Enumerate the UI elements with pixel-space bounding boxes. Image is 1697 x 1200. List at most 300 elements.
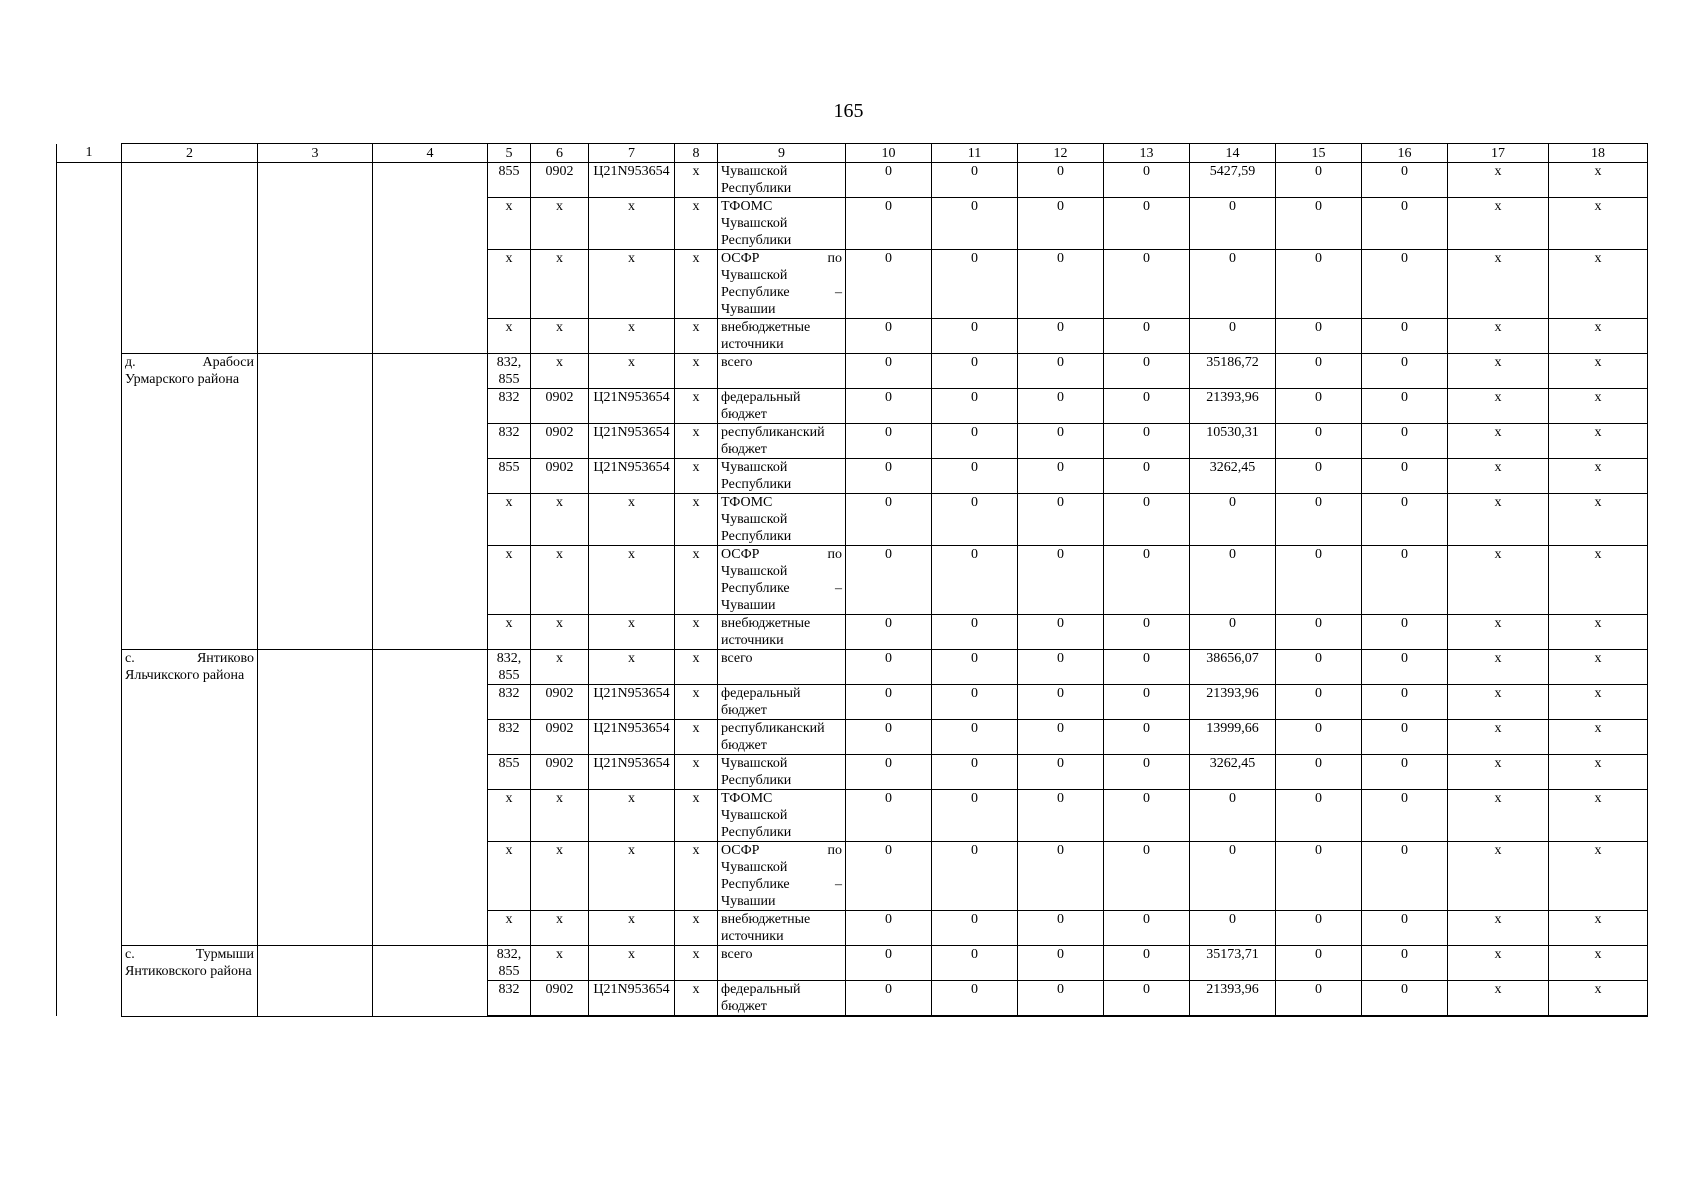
cell-c17: х bbox=[1448, 946, 1549, 981]
cell-c18: х bbox=[1549, 842, 1648, 911]
cell-c14: 0 bbox=[1190, 494, 1276, 546]
cell-c15: 0 bbox=[1276, 354, 1362, 389]
cell-c13: 0 bbox=[1104, 424, 1190, 459]
locality-name: с. Янтиково Яльчикского района bbox=[122, 650, 258, 946]
cell-c10: 0 bbox=[846, 685, 932, 720]
cell-c14: 13999,66 bbox=[1190, 720, 1276, 755]
cell-c9: федеральный бюджет bbox=[718, 685, 846, 720]
cell-c6: 0902 bbox=[531, 755, 589, 790]
cell-c6: 0902 bbox=[531, 389, 589, 424]
table-row bbox=[57, 946, 1648, 981]
cell-c7: х bbox=[589, 250, 675, 319]
cell-c8: х bbox=[675, 755, 718, 790]
cell-c6: 0902 bbox=[531, 981, 589, 1017]
cell-c15: 0 bbox=[1276, 946, 1362, 981]
cell-c13: 0 bbox=[1104, 685, 1190, 720]
cell-c9: всего bbox=[718, 354, 846, 389]
cell-c7: Ц21N953654 bbox=[589, 981, 675, 1017]
cell-col3 bbox=[258, 946, 373, 1017]
cell-c17: х bbox=[1448, 615, 1549, 650]
header-cell-18: 18 bbox=[1549, 144, 1648, 163]
cell-c16: 0 bbox=[1362, 163, 1448, 198]
cell-c7: Ц21N953654 bbox=[589, 389, 675, 424]
cell-c14: 5427,59 bbox=[1190, 163, 1276, 198]
cell-c15: 0 bbox=[1276, 755, 1362, 790]
cell-c13: 0 bbox=[1104, 250, 1190, 319]
cell-c18: х bbox=[1549, 911, 1648, 946]
cell-c16: 0 bbox=[1362, 981, 1448, 1017]
cell-c17: х bbox=[1448, 650, 1549, 685]
cell-c18: х bbox=[1549, 389, 1648, 424]
cell-col4 bbox=[373, 946, 488, 1017]
cell-c11: 0 bbox=[932, 842, 1018, 911]
cell-c15: 0 bbox=[1276, 163, 1362, 198]
cell-c17: х bbox=[1448, 389, 1549, 424]
header-cell-6: 6 bbox=[531, 144, 589, 163]
cell-c11: 0 bbox=[932, 424, 1018, 459]
budget-table bbox=[56, 143, 1648, 1017]
cell-c7: х bbox=[589, 790, 675, 842]
cell-c11: 0 bbox=[932, 720, 1018, 755]
cell-c11: 0 bbox=[932, 755, 1018, 790]
cell-c17: х bbox=[1448, 911, 1549, 946]
cell-c14: 0 bbox=[1190, 615, 1276, 650]
cell-c14: 0 bbox=[1190, 842, 1276, 911]
cell-c5: 832, 855 bbox=[488, 650, 531, 685]
cell-c15: 0 bbox=[1276, 842, 1362, 911]
table-row bbox=[57, 163, 1648, 198]
cell-c8: х bbox=[675, 389, 718, 424]
cell-c13: 0 bbox=[1104, 790, 1190, 842]
cell-c12: 0 bbox=[1018, 319, 1104, 354]
cell-c13: 0 bbox=[1104, 319, 1190, 354]
cell-c15: 0 bbox=[1276, 790, 1362, 842]
cell-c7: х bbox=[589, 319, 675, 354]
cell-c15: 0 bbox=[1276, 685, 1362, 720]
cell-c8: х bbox=[675, 250, 718, 319]
cell-c18: х bbox=[1549, 755, 1648, 790]
cell-c13: 0 bbox=[1104, 981, 1190, 1017]
cell-c11: 0 bbox=[932, 790, 1018, 842]
cell-c5: х bbox=[488, 546, 531, 615]
cell-c9: ТФОМС Чувашской Республики bbox=[718, 198, 846, 250]
header-cell-11: 11 bbox=[932, 144, 1018, 163]
cell-c13: 0 bbox=[1104, 198, 1190, 250]
cell-c5: х bbox=[488, 911, 531, 946]
cell-col1 bbox=[57, 650, 122, 946]
cell-c9: всего bbox=[718, 650, 846, 685]
header-cell-5: 5 bbox=[488, 144, 531, 163]
cell-c16: 0 bbox=[1362, 250, 1448, 319]
cell-c8: х bbox=[675, 685, 718, 720]
cell-c16: 0 bbox=[1362, 319, 1448, 354]
cell-c15: 0 bbox=[1276, 389, 1362, 424]
cell-c5: 832 bbox=[488, 685, 531, 720]
cell-c5: 855 bbox=[488, 163, 531, 198]
cell-c5: 832, 855 bbox=[488, 354, 531, 389]
cell-c15: 0 bbox=[1276, 720, 1362, 755]
cell-c14: 0 bbox=[1190, 911, 1276, 946]
cell-c7: х bbox=[589, 354, 675, 389]
cell-c13: 0 bbox=[1104, 163, 1190, 198]
cell-c14: 0 bbox=[1190, 319, 1276, 354]
cell-c5: х bbox=[488, 842, 531, 911]
cell-c9: ОСФР по Чувашской Республике – Чувашии bbox=[718, 250, 846, 319]
cell-c18: х bbox=[1549, 546, 1648, 615]
cell-c13: 0 bbox=[1104, 911, 1190, 946]
cell-c5: 832 bbox=[488, 720, 531, 755]
cell-c12: 0 bbox=[1018, 790, 1104, 842]
cell-c8: х bbox=[675, 720, 718, 755]
cell-c18: х bbox=[1549, 790, 1648, 842]
locality-name: д. Арабоси Урмарского района bbox=[122, 354, 258, 650]
cell-c6: 0902 bbox=[531, 163, 589, 198]
cell-c18: х bbox=[1549, 198, 1648, 250]
cell-c11: 0 bbox=[932, 250, 1018, 319]
cell-col1 bbox=[57, 163, 122, 354]
cell-c10: 0 bbox=[846, 494, 932, 546]
cell-c14: 35186,72 bbox=[1190, 354, 1276, 389]
cell-col3 bbox=[258, 163, 373, 354]
cell-c9: Чувашской Республики bbox=[718, 755, 846, 790]
cell-c17: х bbox=[1448, 685, 1549, 720]
cell-c9: внебюджетные источники bbox=[718, 615, 846, 650]
cell-c6: х bbox=[531, 946, 589, 981]
cell-c11: 0 bbox=[932, 911, 1018, 946]
cell-c10: 0 bbox=[846, 650, 932, 685]
cell-c16: 0 bbox=[1362, 755, 1448, 790]
cell-c14: 0 bbox=[1190, 250, 1276, 319]
cell-c18: х bbox=[1549, 615, 1648, 650]
cell-c10: 0 bbox=[846, 198, 932, 250]
cell-c8: х bbox=[675, 650, 718, 685]
cell-c8: х bbox=[675, 198, 718, 250]
header-cell-8: 8 bbox=[675, 144, 718, 163]
cell-c17: х bbox=[1448, 319, 1549, 354]
cell-c12: 0 bbox=[1018, 911, 1104, 946]
cell-c11: 0 bbox=[932, 319, 1018, 354]
cell-c18: х bbox=[1549, 720, 1648, 755]
cell-c7: х bbox=[589, 546, 675, 615]
cell-c16: 0 bbox=[1362, 842, 1448, 911]
cell-c15: 0 bbox=[1276, 198, 1362, 250]
cell-c17: х bbox=[1448, 354, 1549, 389]
cell-c15: 0 bbox=[1276, 546, 1362, 615]
cell-c5: х bbox=[488, 790, 531, 842]
header-cell-10: 10 bbox=[846, 144, 932, 163]
cell-col4 bbox=[373, 354, 488, 650]
cell-c8: х bbox=[675, 842, 718, 911]
cell-c18: х bbox=[1549, 459, 1648, 494]
cell-c12: 0 bbox=[1018, 459, 1104, 494]
cell-c14: 21393,96 bbox=[1190, 685, 1276, 720]
cell-c10: 0 bbox=[846, 981, 932, 1017]
cell-c17: х bbox=[1448, 459, 1549, 494]
cell-c8: х bbox=[675, 981, 718, 1017]
cell-c13: 0 bbox=[1104, 946, 1190, 981]
cell-c18: х bbox=[1549, 354, 1648, 389]
cell-c13: 0 bbox=[1104, 755, 1190, 790]
cell-c10: 0 bbox=[846, 842, 932, 911]
cell-c12: 0 bbox=[1018, 250, 1104, 319]
header-cell-1: 1 bbox=[57, 144, 122, 163]
header-cell-4: 4 bbox=[373, 144, 488, 163]
cell-c17: х bbox=[1448, 250, 1549, 319]
cell-c10: 0 bbox=[846, 389, 932, 424]
cell-c11: 0 bbox=[932, 354, 1018, 389]
cell-c18: х bbox=[1549, 163, 1648, 198]
cell-c13: 0 bbox=[1104, 354, 1190, 389]
cell-c14: 0 bbox=[1190, 546, 1276, 615]
cell-c16: 0 bbox=[1362, 389, 1448, 424]
cell-c10: 0 bbox=[846, 615, 932, 650]
cell-c15: 0 bbox=[1276, 911, 1362, 946]
header-cell-15: 15 bbox=[1276, 144, 1362, 163]
cell-c9: внебюджетные источники bbox=[718, 319, 846, 354]
cell-c15: 0 bbox=[1276, 981, 1362, 1017]
cell-c13: 0 bbox=[1104, 459, 1190, 494]
cell-c13: 0 bbox=[1104, 615, 1190, 650]
cell-c12: 0 bbox=[1018, 546, 1104, 615]
header-cell-3: 3 bbox=[258, 144, 373, 163]
cell-c5: х bbox=[488, 250, 531, 319]
cell-c9: федеральный бюджет bbox=[718, 981, 846, 1017]
cell-c13: 0 bbox=[1104, 389, 1190, 424]
cell-c14: 21393,96 bbox=[1190, 389, 1276, 424]
cell-c6: х bbox=[531, 911, 589, 946]
cell-c9: внебюджетные источники bbox=[718, 911, 846, 946]
cell-c6: х bbox=[531, 790, 589, 842]
cell-c8: х bbox=[675, 494, 718, 546]
cell-c16: 0 bbox=[1362, 494, 1448, 546]
cell-c6: х bbox=[531, 250, 589, 319]
cell-col4 bbox=[373, 650, 488, 946]
cell-c10: 0 bbox=[846, 250, 932, 319]
cell-c12: 0 bbox=[1018, 650, 1104, 685]
cell-c5: 832 bbox=[488, 389, 531, 424]
cell-c11: 0 bbox=[932, 459, 1018, 494]
header-cell-16: 16 bbox=[1362, 144, 1448, 163]
cell-c18: х bbox=[1549, 250, 1648, 319]
cell-c12: 0 bbox=[1018, 424, 1104, 459]
cell-c12: 0 bbox=[1018, 615, 1104, 650]
cell-c5: х bbox=[488, 198, 531, 250]
cell-c16: 0 bbox=[1362, 424, 1448, 459]
cell-c6: х bbox=[531, 494, 589, 546]
header-cell-9: 9 bbox=[718, 144, 846, 163]
cell-c15: 0 bbox=[1276, 424, 1362, 459]
cell-c16: 0 bbox=[1362, 615, 1448, 650]
cell-c7: х bbox=[589, 842, 675, 911]
cell-c7: Ц21N953654 bbox=[589, 755, 675, 790]
cell-c18: х bbox=[1549, 494, 1648, 546]
cell-c9: ОСФР по Чувашской Республике – Чувашии bbox=[718, 546, 846, 615]
cell-c6: 0902 bbox=[531, 720, 589, 755]
cell-c5: 832, 855 bbox=[488, 946, 531, 981]
cell-c17: х bbox=[1448, 755, 1549, 790]
cell-c6: 0902 bbox=[531, 424, 589, 459]
page-number: 165 bbox=[833, 100, 864, 122]
cell-c8: х bbox=[675, 911, 718, 946]
cell-c6: х bbox=[531, 354, 589, 389]
cell-c8: х bbox=[675, 790, 718, 842]
locality-name: с. Турмыши Янтиковского района bbox=[122, 946, 258, 1017]
cell-c14: 21393,96 bbox=[1190, 981, 1276, 1017]
cell-c12: 0 bbox=[1018, 198, 1104, 250]
cell-c9: республиканский бюджет bbox=[718, 424, 846, 459]
cell-c13: 0 bbox=[1104, 720, 1190, 755]
cell-c7: х bbox=[589, 650, 675, 685]
cell-c5: 832 bbox=[488, 424, 531, 459]
header-cell-12: 12 bbox=[1018, 144, 1104, 163]
table-row bbox=[57, 354, 1648, 389]
cell-c12: 0 bbox=[1018, 981, 1104, 1017]
cell-c12: 0 bbox=[1018, 842, 1104, 911]
cell-c17: х bbox=[1448, 163, 1549, 198]
cell-c11: 0 bbox=[932, 546, 1018, 615]
cell-c6: х bbox=[531, 615, 589, 650]
cell-c14: 3262,45 bbox=[1190, 755, 1276, 790]
cell-c9: Чувашской Республики bbox=[718, 459, 846, 494]
cell-c15: 0 bbox=[1276, 650, 1362, 685]
cell-c6: х bbox=[531, 650, 589, 685]
cell-c7: Ц21N953654 bbox=[589, 424, 675, 459]
cell-c12: 0 bbox=[1018, 720, 1104, 755]
cell-c9: ОСФР по Чувашской Республике – Чувашии bbox=[718, 842, 846, 911]
cell-c8: х bbox=[675, 163, 718, 198]
cell-c16: 0 bbox=[1362, 459, 1448, 494]
cell-c15: 0 bbox=[1276, 250, 1362, 319]
cell-c8: х bbox=[675, 319, 718, 354]
cell-c9: всего bbox=[718, 946, 846, 981]
cell-c6: х bbox=[531, 546, 589, 615]
cell-col3 bbox=[258, 354, 373, 650]
header-row bbox=[57, 144, 1648, 163]
cell-c14: 10530,31 bbox=[1190, 424, 1276, 459]
cell-c8: х bbox=[675, 424, 718, 459]
cell-c9: ТФОМС Чувашской Республики bbox=[718, 790, 846, 842]
cell-c9: ТФОМС Чувашской Республики bbox=[718, 494, 846, 546]
cell-c6: х bbox=[531, 842, 589, 911]
cell-c11: 0 bbox=[932, 650, 1018, 685]
cell-c5: х bbox=[488, 494, 531, 546]
cell-c17: х bbox=[1448, 494, 1549, 546]
cell-c12: 0 bbox=[1018, 389, 1104, 424]
cell-c10: 0 bbox=[846, 319, 932, 354]
cell-c10: 0 bbox=[846, 163, 932, 198]
header-cell-2: 2 bbox=[122, 144, 258, 163]
cell-c10: 0 bbox=[846, 911, 932, 946]
cell-c17: х bbox=[1448, 424, 1549, 459]
cell-c16: 0 bbox=[1362, 354, 1448, 389]
cell-c11: 0 bbox=[932, 981, 1018, 1017]
cell-c14: 38656,07 bbox=[1190, 650, 1276, 685]
cell-c10: 0 bbox=[846, 424, 932, 459]
cell-c7: х bbox=[589, 494, 675, 546]
cell-c15: 0 bbox=[1276, 494, 1362, 546]
cell-c10: 0 bbox=[846, 755, 932, 790]
cell-c11: 0 bbox=[932, 389, 1018, 424]
cell-c17: х bbox=[1448, 198, 1549, 250]
table-row bbox=[57, 650, 1648, 685]
locality-name bbox=[122, 163, 258, 354]
cell-c9: Чувашской Республики bbox=[718, 163, 846, 198]
cell-c11: 0 bbox=[932, 163, 1018, 198]
cell-c16: 0 bbox=[1362, 198, 1448, 250]
cell-c12: 0 bbox=[1018, 354, 1104, 389]
cell-c5: х bbox=[488, 615, 531, 650]
cell-c10: 0 bbox=[846, 459, 932, 494]
cell-c7: Ц21N953654 bbox=[589, 459, 675, 494]
cell-c18: х bbox=[1549, 981, 1648, 1017]
cell-c5: х bbox=[488, 319, 531, 354]
cell-c17: х bbox=[1448, 842, 1549, 911]
cell-c14: 0 bbox=[1190, 790, 1276, 842]
cell-c11: 0 bbox=[932, 494, 1018, 546]
cell-c9: федеральный бюджет bbox=[718, 389, 846, 424]
cell-c13: 0 bbox=[1104, 546, 1190, 615]
cell-col1 bbox=[57, 354, 122, 650]
header-cell-14: 14 bbox=[1190, 144, 1276, 163]
cell-c17: х bbox=[1448, 790, 1549, 842]
cell-c5: 832 bbox=[488, 981, 531, 1017]
cell-c12: 0 bbox=[1018, 946, 1104, 981]
cell-c18: х bbox=[1549, 650, 1648, 685]
cell-c8: х bbox=[675, 615, 718, 650]
header-cell-17: 17 bbox=[1448, 144, 1549, 163]
cell-c7: х bbox=[589, 946, 675, 981]
cell-c7: Ц21N953654 bbox=[589, 720, 675, 755]
cell-c12: 0 bbox=[1018, 494, 1104, 546]
cell-c9: республиканский бюджет bbox=[718, 720, 846, 755]
cell-col3 bbox=[258, 650, 373, 946]
cell-c11: 0 bbox=[932, 198, 1018, 250]
cell-c15: 0 bbox=[1276, 319, 1362, 354]
cell-c14: 0 bbox=[1190, 198, 1276, 250]
cell-c8: х bbox=[675, 546, 718, 615]
cell-c6: х bbox=[531, 198, 589, 250]
cell-c10: 0 bbox=[846, 720, 932, 755]
cell-col4 bbox=[373, 163, 488, 354]
cell-c15: 0 bbox=[1276, 459, 1362, 494]
header-cell-7: 7 bbox=[589, 144, 675, 163]
cell-c13: 0 bbox=[1104, 494, 1190, 546]
cell-c13: 0 bbox=[1104, 650, 1190, 685]
cell-c10: 0 bbox=[846, 354, 932, 389]
cell-c11: 0 bbox=[932, 615, 1018, 650]
cell-c7: х bbox=[589, 615, 675, 650]
cell-c12: 0 bbox=[1018, 163, 1104, 198]
cell-c6: х bbox=[531, 319, 589, 354]
cell-c6: 0902 bbox=[531, 685, 589, 720]
cell-c13: 0 bbox=[1104, 842, 1190, 911]
cell-c16: 0 bbox=[1362, 685, 1448, 720]
cell-c8: х bbox=[675, 354, 718, 389]
cell-c18: х bbox=[1549, 946, 1648, 981]
cell-c16: 0 bbox=[1362, 790, 1448, 842]
cell-c16: 0 bbox=[1362, 946, 1448, 981]
cell-c8: х bbox=[675, 946, 718, 981]
cell-c8: х bbox=[675, 459, 718, 494]
cell-c16: 0 bbox=[1362, 720, 1448, 755]
cell-c17: х bbox=[1448, 546, 1549, 615]
cell-c12: 0 bbox=[1018, 755, 1104, 790]
cell-c16: 0 bbox=[1362, 546, 1448, 615]
cell-c7: Ц21N953654 bbox=[589, 163, 675, 198]
cell-c11: 0 bbox=[932, 946, 1018, 981]
cell-c16: 0 bbox=[1362, 650, 1448, 685]
cell-c10: 0 bbox=[846, 946, 932, 981]
